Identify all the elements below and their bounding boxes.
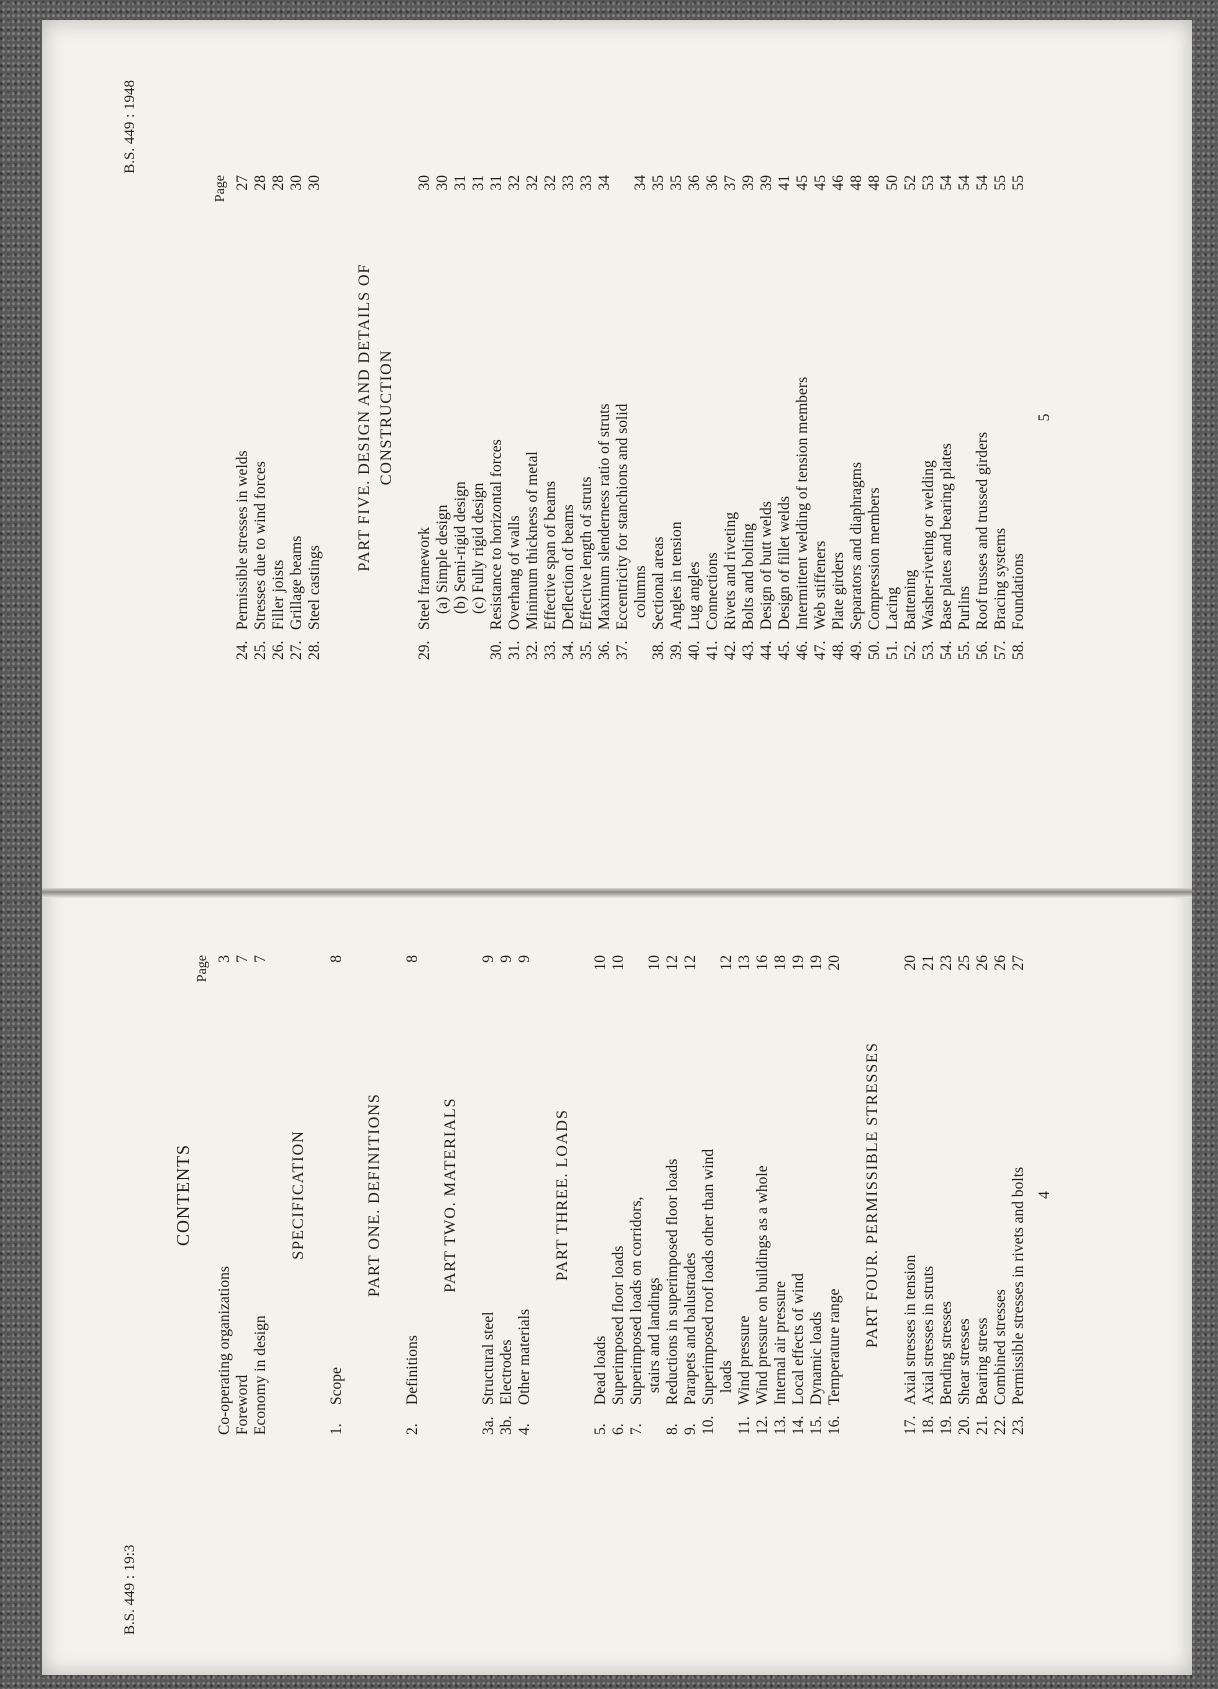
contents-entry: [234, 175, 252, 660]
entry-title: (b) Semi-rigid design: [452, 481, 469, 614]
part-three-list: [592, 955, 844, 1435]
entry-number: 55.: [956, 640, 973, 660]
contents-entry: [772, 955, 790, 1435]
entry-title: Lug angles: [686, 561, 703, 630]
entry-page-number: 9: [516, 955, 533, 963]
entry-number: 47.: [812, 640, 829, 660]
entry-number: 1.: [328, 1423, 345, 1435]
contents-entry: [470, 175, 488, 660]
entry-title: Superimposed loads on corridors,: [628, 1196, 645, 1405]
entry-page-number: 21: [920, 955, 937, 971]
part-five-heading: PART FIVE. DESIGN AND DETAILS OF: [356, 263, 373, 572]
entry-title: Effective length of struts: [578, 476, 595, 630]
entry-number: 23.: [1010, 1415, 1027, 1435]
entry-page-number: 9: [498, 955, 515, 963]
entry-title: Other materials: [516, 1309, 533, 1405]
entry-title: Compression members: [866, 487, 883, 630]
entry-number: 38.: [650, 640, 667, 660]
entry-title: Foundations: [1010, 553, 1027, 630]
contents-entry: [938, 955, 956, 1435]
entry-number: 32.: [524, 640, 541, 660]
entry-title: Steel framework: [416, 527, 433, 630]
entry-number: 45.: [776, 640, 793, 660]
entry-title: Local effects of wind: [790, 1273, 807, 1405]
entry-page-number: 32: [506, 175, 523, 191]
contents-entry: [938, 175, 956, 660]
entry-number: 27.: [288, 640, 305, 660]
entry-title: Axial stresses in struts: [920, 1265, 937, 1405]
entry-number: 9.: [682, 1423, 699, 1435]
entry-title: Permissible stresses in welds: [234, 450, 251, 630]
entry-page-number: 54: [938, 175, 955, 191]
paper-sheet: [42, 20, 1192, 1675]
contents-entry: [416, 175, 434, 660]
entry-title: Angles in tension: [668, 521, 685, 630]
contents-entry: [328, 955, 346, 1435]
entry-number: 22.: [992, 1415, 1009, 1435]
page-column-label: Page: [213, 175, 228, 203]
entry-page-number: 30: [416, 175, 433, 191]
entry-page-number: 25: [956, 955, 973, 971]
continued-list: [234, 175, 324, 660]
entry-title: Reductions in superimposed floor loads: [664, 1158, 681, 1405]
entry-number: 43.: [740, 640, 757, 660]
entry-title: Filler joists: [270, 559, 287, 630]
contents-entry: [808, 955, 826, 1435]
entry-title: Grillage beams: [288, 535, 305, 630]
page-5: [42, 20, 1192, 845]
contents-entry: [974, 955, 992, 1435]
entry-page-number: 8: [404, 955, 421, 963]
entry-title: Base plates and bearing plates: [938, 443, 955, 630]
contents-entry: [866, 175, 884, 660]
contents-entry: [498, 955, 516, 1435]
entry-title: Wind pressure on buildings as a whole: [754, 1165, 771, 1405]
entry-number: 12.: [754, 1415, 771, 1435]
entry-title: Dead loads: [592, 1335, 609, 1405]
entry-title: columns: [632, 565, 649, 618]
contents-entry: [252, 955, 270, 1435]
entry-title: Economy in design: [252, 1315, 269, 1435]
contents-entry: [700, 955, 718, 1435]
entry-number: 40.: [686, 640, 703, 660]
contents-entry: [480, 955, 498, 1435]
entry-number: 49.: [848, 640, 865, 660]
entry-number: 25.: [252, 640, 269, 660]
entry-title: Maximum slenderness ratio of struts: [596, 403, 613, 630]
part-four-heading: PART FOUR. PERMISSIBLE STRESSES: [864, 1042, 881, 1348]
entry-number: 26.: [270, 640, 287, 660]
entry-page-number: 54: [974, 175, 991, 191]
entry-number: 16.: [826, 1415, 843, 1435]
entry-page-number: 30: [434, 175, 451, 191]
entry-number: 41.: [704, 640, 721, 660]
entry-title: Lacing: [884, 586, 901, 630]
entry-title: Bending stresses: [938, 1301, 955, 1405]
entry-number: 33.: [542, 640, 559, 660]
contents-entry: [234, 955, 252, 1435]
entry-title: Web stiffeners: [812, 540, 829, 630]
contents-entry: [974, 175, 992, 660]
contents-entry: [812, 175, 830, 660]
entry-page-number: 20: [826, 955, 843, 971]
contents-entry: [902, 175, 920, 660]
contents-entry: [920, 175, 938, 660]
contents-entry: [722, 175, 740, 660]
contents-entry: [668, 175, 686, 660]
entry-title: Connections: [704, 552, 721, 630]
contents-entry: [404, 955, 422, 1435]
entry-number: 10.: [700, 1415, 717, 1435]
entry-page-number: 10: [610, 955, 627, 971]
entry-number: 57.: [992, 640, 1009, 660]
entry-title: Definitions: [404, 1335, 421, 1405]
entry-title: Shear stresses: [956, 1318, 973, 1405]
entry-number: 8.: [664, 1423, 681, 1435]
entry-page-number: 12: [718, 955, 735, 971]
entry-number: 3b.: [498, 1415, 515, 1435]
entry-number: 56.: [974, 640, 991, 660]
entry-page-number: 27: [1010, 955, 1027, 971]
contents-column-continued: [212, 175, 1054, 660]
entry-number: 2.: [404, 1423, 421, 1435]
part-two-heading: PART TWO. MATERIALS: [442, 1097, 459, 1293]
contents-entry: [252, 175, 270, 660]
entry-number: 51.: [884, 640, 901, 660]
entry-title: Overhang of walls: [506, 515, 523, 630]
entry-title: Co-operating organizations: [216, 1266, 233, 1435]
entry-page-number: 31: [488, 175, 505, 191]
entry-number: 50.: [866, 640, 883, 660]
entry-title: Superimposed roof loads other than wind: [700, 1148, 717, 1405]
entry-page-number: 46: [830, 175, 847, 191]
entry-page-number: 48: [866, 175, 883, 191]
entry-title: Scope: [328, 1367, 345, 1405]
entry-number: 18.: [920, 1415, 937, 1435]
entry-number: 6.: [610, 1423, 627, 1435]
contents-entry: [488, 175, 506, 660]
entry-title: Axial stresses in tension: [902, 1254, 919, 1405]
entry-page-number: 18: [772, 955, 789, 971]
page-number-right: 5: [1036, 413, 1053, 422]
entry-title: Parapets and balustrades: [682, 1252, 699, 1405]
entry-title: Design of fillet welds: [776, 496, 793, 630]
entry-page-number: 30: [306, 175, 323, 191]
intro-list: [216, 955, 270, 1435]
entry-page-number: 39: [740, 175, 757, 191]
rotated-spread: [42, 20, 1192, 1675]
entry-page-number: 23: [938, 955, 955, 971]
entry-title: Roof trusses and trussed girders: [974, 431, 991, 630]
entry-title: loads: [718, 1360, 735, 1393]
entry-page-number: 27: [234, 175, 251, 191]
entry-title: Plate girders: [830, 552, 847, 630]
contents-entry: [542, 175, 560, 660]
entry-page-number: 32: [542, 175, 559, 191]
contents-entry: [650, 175, 668, 660]
entry-number: 37.: [614, 640, 631, 660]
entry-number: 11.: [736, 1416, 753, 1435]
entry-page-number: 7: [252, 955, 269, 963]
contents-entry: [452, 175, 470, 660]
entry-page-number: 39: [758, 175, 775, 191]
entry-page-number: 45: [794, 175, 811, 191]
contents-entry: [902, 955, 920, 1435]
entry-number: 31.: [506, 640, 523, 660]
entry-number: 46.: [794, 640, 811, 660]
entry-number: 34.: [560, 640, 577, 660]
entry-page-number: 31: [470, 175, 487, 191]
entry-page-number: 35: [650, 175, 667, 191]
entry-page-number: 10: [646, 955, 663, 971]
entry-page-number: 55: [992, 175, 1009, 191]
part-one-heading: PART ONE. DEFINITIONS: [366, 1093, 383, 1297]
entry-page-number: 19: [808, 955, 825, 971]
entry-page-number: 33: [578, 175, 595, 191]
entry-title: Steel castings: [306, 545, 323, 630]
contents-entry: [758, 175, 776, 660]
entry-page-number: 28: [270, 175, 287, 191]
part-five-heading-2: CONSTRUCTION: [378, 349, 395, 486]
entry-title: Eccentricity for stanchions and solid: [614, 403, 631, 630]
entry-title: Washer-riveting or welding: [920, 460, 937, 630]
entry-number: 3a.: [480, 1416, 497, 1435]
contents-entry: [790, 955, 808, 1435]
entry-title: Structural steel: [480, 1311, 497, 1405]
entry-title: Bearing stress: [974, 1317, 991, 1405]
entry-page-number: 31: [452, 175, 469, 191]
entry-page-number: 35: [668, 175, 685, 191]
contents-entry: [632, 175, 650, 660]
contents-entry: [794, 175, 812, 660]
contents-entry: [682, 955, 700, 1435]
entry-page-number: 52: [902, 175, 919, 191]
entry-title: Separators and diaphragms: [848, 462, 865, 630]
entry-page-number: 9: [480, 955, 497, 963]
contents-title: CONTENTS: [173, 1144, 193, 1246]
entry-title: Battening: [902, 569, 919, 630]
entry-title: Minimum thickness of metal: [524, 451, 541, 630]
entry-page-number: 30: [288, 175, 305, 191]
entry-title: Effective span of beams: [542, 480, 559, 630]
contents-entry: [826, 955, 844, 1435]
contents-entry: [628, 955, 646, 1435]
entry-page-number: 54: [956, 175, 973, 191]
entry-title: Sectional areas: [650, 536, 667, 630]
entry-number: 5.: [592, 1423, 609, 1435]
contents-entry: [270, 175, 288, 660]
contents-column: [172, 955, 1054, 1435]
entry-title: Foreword: [234, 1374, 251, 1435]
part-one-list: [404, 955, 422, 1435]
scope-list: [328, 955, 346, 1435]
entry-title: Internal air pressure: [772, 1281, 789, 1405]
contents-entry: [776, 175, 794, 660]
entry-title: Temperature range: [826, 1288, 843, 1405]
entry-number: 42.: [722, 640, 739, 660]
contents-entry: [830, 175, 848, 660]
entry-number: 30.: [488, 640, 505, 660]
entry-number: 48.: [830, 640, 847, 660]
contents-entry: [848, 175, 866, 660]
entry-page-number: 16: [754, 955, 771, 971]
entry-title: Design of butt welds: [758, 501, 775, 630]
contents-entry: [524, 175, 542, 660]
entry-number: 13.: [772, 1415, 789, 1435]
contents-entry: [306, 175, 324, 660]
contents-entry: [686, 175, 704, 660]
entry-number: 44.: [758, 640, 775, 660]
entry-title: Deflection of beams: [560, 504, 577, 630]
contents-entry: [560, 175, 578, 660]
entry-title: Bolts and bolting: [740, 523, 757, 630]
entry-page-number: 50: [884, 175, 901, 191]
page-4: [42, 850, 1192, 1675]
page-column-label: Page: [195, 955, 210, 983]
entry-title: stairs and landings: [646, 1277, 663, 1393]
entry-number: 58.: [1010, 640, 1027, 660]
entry-title: Dynamic loads: [808, 1311, 825, 1405]
entry-number: 7.: [628, 1423, 645, 1435]
entry-page-number: 41: [776, 175, 793, 191]
contents-entry: [610, 955, 628, 1435]
entry-number: 53.: [920, 640, 937, 660]
entry-number: 15.: [808, 1415, 825, 1435]
entry-title: Permissible stresses in rivets and bolts: [1010, 1166, 1027, 1405]
entry-page-number: 3: [216, 955, 233, 963]
entry-page-number: 37: [722, 175, 739, 191]
entry-number: 35.: [578, 640, 595, 660]
entry-page-number: 8: [328, 955, 345, 963]
page-number-left: 4: [1036, 1191, 1053, 1199]
entry-page-number: 33: [560, 175, 577, 191]
entry-number: 14.: [790, 1415, 807, 1435]
entry-title: Bracing systems: [992, 527, 1009, 630]
running-header-left: B.S. 449 : 19:3: [122, 1544, 138, 1635]
entry-page-number: 26: [974, 955, 991, 971]
entry-page-number: 26: [992, 955, 1009, 971]
entry-page-number: 36: [704, 175, 721, 191]
entry-number: 28.: [306, 640, 323, 660]
running-header-right: B.S. 449 : 1948: [122, 80, 138, 174]
entry-page-number: 32: [524, 175, 541, 191]
entry-page-number: 48: [848, 175, 865, 191]
contents-entry: [1010, 955, 1028, 1435]
contents-entry: [956, 955, 974, 1435]
entry-number: 54.: [938, 640, 955, 660]
entry-page-number: 12: [682, 955, 699, 971]
entry-number: 52.: [902, 640, 919, 660]
contents-entry: [736, 955, 754, 1435]
part-four-list: [902, 955, 1028, 1435]
entry-title: Wind pressure: [736, 1315, 753, 1405]
contents-entry: [920, 955, 938, 1435]
entry-title: Intermittent welding of tension members: [794, 376, 811, 630]
part-two-list: [480, 955, 534, 1435]
entry-title: Rivets and riveting: [722, 512, 739, 630]
entry-number: 21.: [974, 1415, 991, 1435]
entry-page-number: 12: [664, 955, 681, 971]
entry-page-number: 20: [902, 955, 919, 971]
contents-entry: [1010, 175, 1028, 660]
entry-page-number: 19: [790, 955, 807, 971]
contents-entry: [578, 175, 596, 660]
entry-title: Combined stresses: [992, 1289, 1009, 1405]
contents-entry: [992, 955, 1010, 1435]
entry-title: Purlins: [956, 586, 973, 630]
entry-number: 4.: [516, 1423, 533, 1435]
contents-entry: [596, 175, 614, 660]
specification-heading: SPECIFICATION: [290, 1130, 307, 1260]
entry-title: (a) Simple design: [434, 504, 451, 614]
entry-page-number: 34: [632, 175, 649, 191]
entry-title: Resistance to horizontal forces: [488, 439, 505, 630]
contents-entry: [592, 955, 610, 1435]
entry-number: 39.: [668, 640, 685, 660]
entry-page-number: 7: [234, 955, 251, 963]
entry-title: Stresses due to wind forces: [252, 461, 269, 630]
entry-title: (c) Fully rigid design: [470, 482, 487, 614]
entry-page-number: 55: [1010, 175, 1027, 191]
entry-number: 29.: [416, 640, 433, 660]
contents-entry: [718, 955, 736, 1435]
entry-page-number: 34: [596, 175, 613, 191]
entry-title: Superimposed floor loads: [610, 1245, 627, 1405]
contents-entry: [516, 955, 534, 1435]
contents-entry: [992, 175, 1010, 660]
entry-title: Electrodes: [498, 1339, 515, 1405]
contents-entry: [646, 955, 664, 1435]
entry-page-number: 10: [592, 955, 609, 971]
entry-page-number: 45: [812, 175, 829, 191]
contents-entry: [754, 955, 772, 1435]
entry-page-number: 53: [920, 175, 937, 191]
contents-entry: [884, 175, 902, 660]
contents-entry: [704, 175, 722, 660]
entry-page-number: 28: [252, 175, 269, 191]
contents-entry: [216, 955, 234, 1435]
entry-number: 20.: [956, 1415, 973, 1435]
entry-page-number: 36: [686, 175, 703, 191]
entry-number: 19.: [938, 1415, 955, 1435]
entry-number: 36.: [596, 640, 613, 660]
contents-entry: [434, 175, 452, 660]
part-three-heading: PART THREE. LOADS: [554, 1109, 571, 1281]
contents-entry: [506, 175, 524, 660]
contents-entry: [740, 175, 758, 660]
contents-entry: [614, 175, 632, 660]
contents-entry: [288, 175, 306, 660]
entry-page-number: 13: [736, 955, 753, 971]
entry-number: 24.: [234, 640, 251, 660]
entry-number: 17.: [902, 1415, 919, 1435]
contents-entry: [956, 175, 974, 660]
contents-entry: [664, 955, 682, 1435]
part-five-list: [416, 175, 1028, 660]
